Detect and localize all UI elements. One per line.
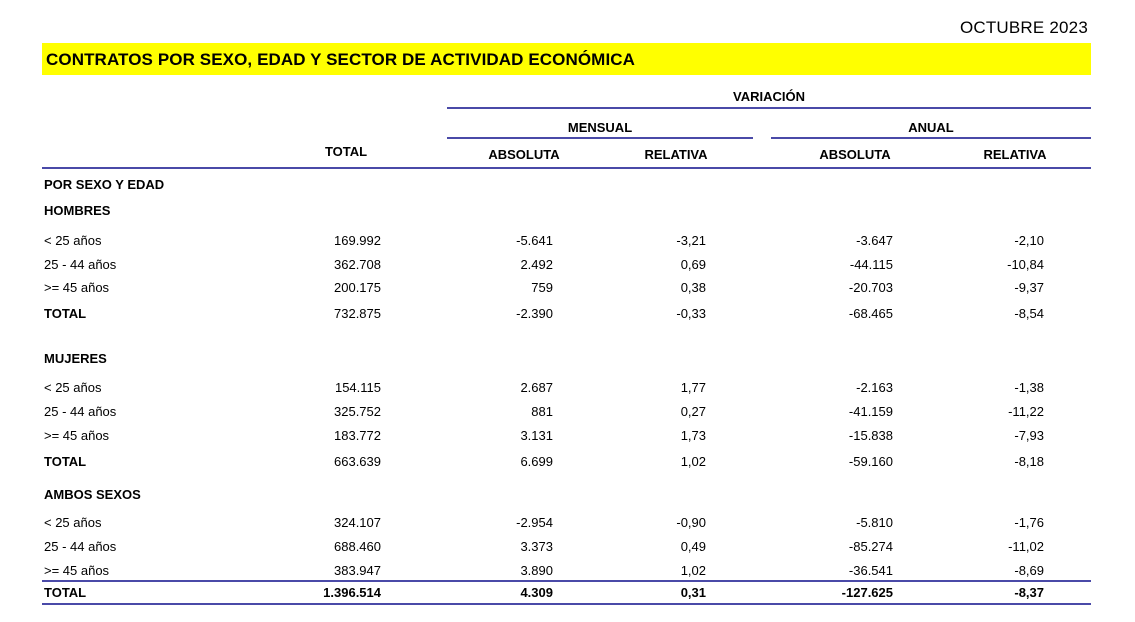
cell-anual-absoluta: -85.274	[848, 539, 893, 554]
cell-anual-relativa: -2,10	[1014, 233, 1044, 248]
cell-anual-relativa: -11,02	[1008, 539, 1044, 554]
cell-total: 183.772	[334, 428, 381, 443]
cell-anual-relativa: -8,18	[1014, 454, 1044, 469]
cell-mensual-relativa: 0,49	[680, 539, 706, 554]
grand-total-row	[0, 585, 1135, 605]
cell-total: 325.752	[334, 404, 381, 419]
cell-mensual-absoluta: -2.390	[516, 306, 553, 321]
cell-mensual-absoluta: 2.687	[520, 380, 553, 395]
grand-total-bottom-rule	[42, 603, 1091, 605]
cell-mensual-absoluta: 881	[531, 404, 553, 419]
cell-mensual-relativa: 1,77	[680, 380, 706, 395]
header-anual: ANUAL	[908, 120, 954, 135]
cell-anual-relativa: -8,69	[1014, 563, 1044, 578]
header-mensual-absoluta: ABSOLUTA	[488, 147, 560, 162]
cell-anual-absoluta: -44.115	[849, 257, 893, 272]
cell-mensual-relativa: -3,21	[676, 233, 706, 248]
table-row	[0, 233, 1135, 253]
cell-mensual-absoluta: -2.954	[516, 515, 553, 530]
header-variacion: VARIACIÓN	[733, 89, 805, 104]
table-row	[0, 515, 1135, 535]
cell-anual-absoluta: -41.159	[848, 404, 893, 419]
cell-anual-relativa: -7,93	[1014, 428, 1044, 443]
title-banner	[42, 43, 1091, 75]
cell-mensual-relativa: -0,33	[676, 306, 706, 321]
cell-anual-absoluta: -5.810	[856, 515, 893, 530]
row-label: 25 - 44 años	[44, 404, 117, 419]
cell-anual-relativa: -1,38	[1014, 380, 1044, 395]
cell-mensual-relativa: 1,02	[680, 563, 706, 578]
cell-total: 362.708	[334, 257, 381, 272]
header-mensual: MENSUAL	[567, 120, 633, 135]
cell-anual-absoluta: -127.625	[841, 585, 893, 600]
row-label: < 25 años	[44, 515, 102, 530]
subtotal-row	[0, 306, 1135, 326]
header-total: TOTAL	[324, 144, 368, 159]
cell-total: 1.396.514	[323, 585, 381, 600]
table-row	[0, 539, 1135, 559]
cell-anual-absoluta: -20.703	[848, 280, 893, 295]
cell-mensual-absoluta: -5.641	[516, 233, 553, 248]
cell-anual-absoluta: -15.838	[848, 428, 893, 443]
cell-mensual-relativa: 0,38	[680, 280, 706, 295]
group-label-hombres: HOMBRES	[44, 203, 111, 218]
table-row	[0, 280, 1135, 300]
cell-anual-relativa: -9,37	[1014, 280, 1044, 295]
subtotal-row	[0, 454, 1135, 474]
cell-total: 200.175	[334, 280, 381, 295]
cell-mensual-absoluta: 3.373	[520, 539, 553, 554]
group-label-ambos-sexos: AMBOS SEXOS	[44, 487, 141, 502]
page-title: CONTRATOS POR SEXO, EDAD Y SECTOR DE ACTIVIDAD ECONÓMICA	[46, 50, 636, 69]
cell-mensual-absoluta: 2.492	[520, 257, 553, 272]
cell-anual-absoluta: -68.465	[848, 306, 893, 321]
grand-total-top-rule	[42, 580, 1091, 582]
header-anual-relativa: RELATIVA	[983, 147, 1047, 162]
header-mensual-relativa: RELATIVA	[644, 147, 708, 162]
cell-anual-absoluta: -59.160	[848, 454, 893, 469]
cell-mensual-relativa: 0,27	[680, 404, 706, 419]
cell-mensual-relativa: 1,73	[680, 428, 706, 443]
header-bottom-rule	[42, 167, 1091, 169]
cell-mensual-absoluta: 759	[531, 280, 553, 295]
cell-total: 154.115	[334, 380, 381, 395]
header-anual-absoluta: ABSOLUTA	[819, 147, 891, 162]
anual-rule	[771, 137, 1091, 139]
row-label: TOTAL	[44, 585, 87, 600]
cell-mensual-relativa: 0,69	[680, 257, 706, 272]
cell-anual-absoluta: -36.541	[848, 563, 893, 578]
mensual-rule	[447, 137, 753, 139]
row-label: < 25 años	[44, 233, 102, 248]
cell-mensual-absoluta: 4.309	[520, 585, 553, 600]
cell-anual-relativa: -1,76	[1014, 515, 1044, 530]
row-label: >= 45 años	[44, 280, 110, 295]
cell-mensual-relativa: -0,90	[676, 515, 706, 530]
cell-total: 169.992	[334, 233, 381, 248]
row-label: >= 45 años	[44, 428, 110, 443]
cell-anual-relativa: -11,22	[1008, 404, 1044, 419]
cell-mensual-relativa: 0,31	[680, 585, 706, 600]
variacion-rule	[447, 107, 1091, 109]
row-label: < 25 años	[44, 380, 102, 395]
cell-anual-relativa: -8,37	[1014, 585, 1044, 600]
section-label: POR SEXO Y EDAD	[44, 177, 165, 192]
report-period: OCTUBRE 2023	[959, 18, 1088, 37]
table-row	[0, 428, 1135, 448]
table-row	[0, 380, 1135, 400]
cell-total: 732.875	[334, 306, 381, 321]
group-label-mujeres: MUJERES	[44, 351, 107, 366]
cell-anual-absoluta: -2.163	[856, 380, 893, 395]
row-label: 25 - 44 años	[44, 539, 117, 554]
cell-mensual-absoluta: 6.699	[520, 454, 553, 469]
cell-total: 324.107	[334, 515, 381, 530]
row-label: 25 - 44 años	[44, 257, 117, 272]
row-label: >= 45 años	[44, 563, 110, 578]
cell-mensual-absoluta: 3.131	[520, 428, 553, 443]
table-row	[0, 404, 1135, 424]
cell-total: 663.639	[334, 454, 381, 469]
cell-anual-relativa: -10,84	[1007, 257, 1044, 272]
cell-anual-relativa: -8,54	[1014, 306, 1044, 321]
cell-mensual-relativa: 1,02	[680, 454, 706, 469]
cell-total: 688.460	[334, 539, 381, 554]
row-label: TOTAL	[44, 306, 87, 321]
cell-mensual-absoluta: 3.890	[520, 563, 553, 578]
table-row	[0, 257, 1135, 277]
cell-total: 383.947	[334, 563, 381, 578]
row-label: TOTAL	[44, 454, 87, 469]
cell-anual-absoluta: -3.647	[856, 233, 893, 248]
